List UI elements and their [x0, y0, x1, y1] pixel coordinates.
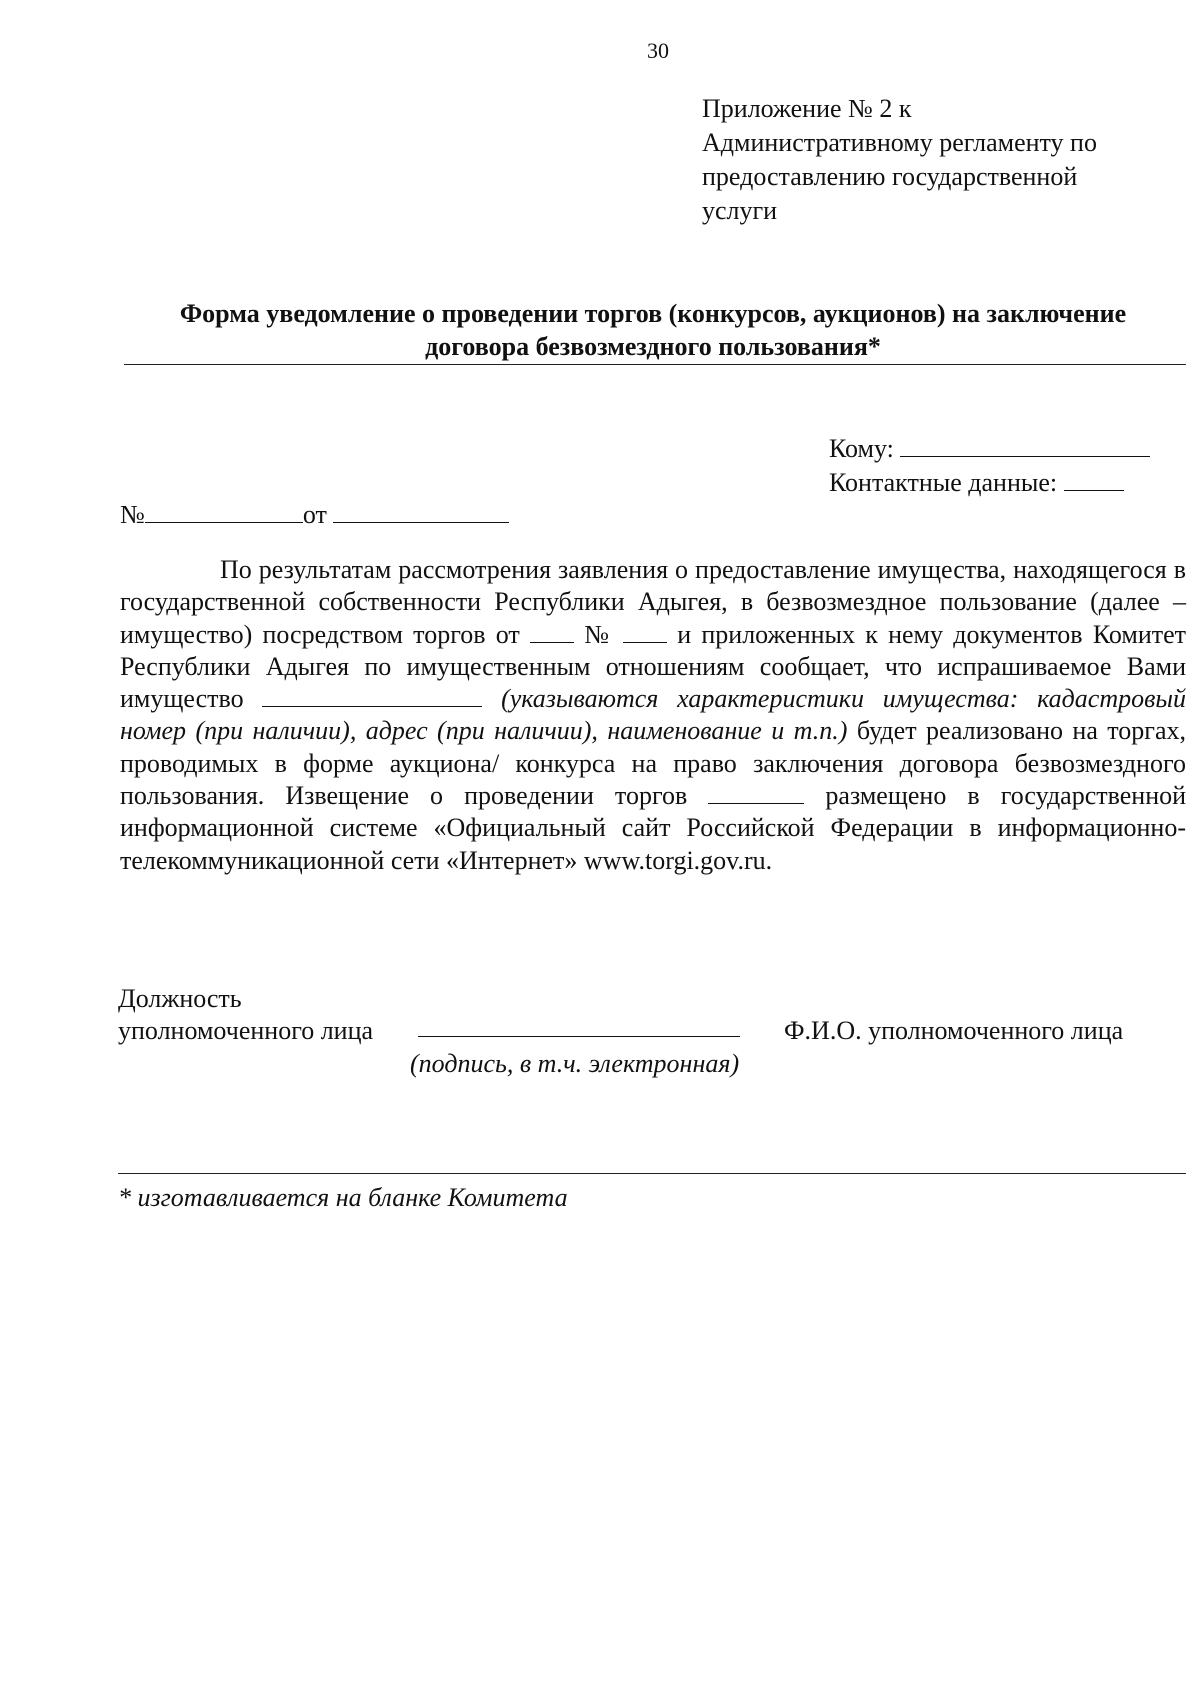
form-title-line: договора безвозмездного пользования*: [425, 332, 881, 361]
addressee-block: [829, 432, 1150, 500]
notification-body: [120, 554, 1186, 877]
position-label-line1: Должность: [118, 984, 242, 1013]
form-title-line: Форма уведомление о проведении торгов (конкурсов, аукционов) на заключение: [179, 299, 1127, 328]
body-text: По результатам рассмотрения заявления о предоставление имущества, находящегося в государственной собственности Республики Адыгея, в безвозмездное пользование (далее – имущество) посредством торгов от: [120, 555, 1186, 649]
name-label: Ф.И.О. уполномоченного лица: [784, 1016, 1124, 1045]
form-title: [120, 297, 1186, 363]
body-text: №: [584, 619, 613, 649]
signature-line[interactable]: [418, 1036, 740, 1037]
appendix-line: услуги: [702, 196, 778, 225]
date-label: от: [302, 500, 327, 529]
signature-caption: (подпись, в т.ч. электронная): [410, 1049, 740, 1078]
appendix-line: предоставлению государственной: [702, 162, 1078, 191]
appendix-line: Административному регламенту по: [702, 128, 1097, 157]
footnote: * изготавливается на бланке Комитета: [118, 1183, 568, 1212]
property-hint: (указываются характеристики имущества: кадастровый номер (при наличии), адрес (при наличии), наименование и т.п.): [120, 684, 1187, 746]
position-label-line2: уполномоченного лица: [118, 1016, 374, 1045]
contact-label: Контактные данные:: [829, 468, 1058, 497]
recipient-row: [829, 432, 1150, 466]
number-blank[interactable]: [623, 622, 667, 643]
recipient-label: Кому:: [829, 434, 894, 463]
body-text: и приложенных к нему документов Комитет Республики Адыгея по имущественным отношениям сообщает, что испрашиваемое Вами имущество: [120, 619, 1186, 714]
number-blank[interactable]: [145, 502, 303, 523]
body-text: будет реализовано на торгах, проводимых в форме аукциона/ конкурса на право заключения договора безвозмездного пользования. Извещение о проведении торгов: [120, 716, 1187, 811]
footnote-divider: [118, 1173, 1186, 1174]
registration-line: [120, 500, 509, 530]
date-blank[interactable]: [333, 502, 509, 523]
property-blank[interactable]: [262, 686, 482, 707]
page-number: 30: [647, 38, 669, 63]
recipient-blank[interactable]: [900, 436, 1150, 457]
notice-blank[interactable]: [708, 783, 804, 804]
contact-row: [829, 466, 1150, 500]
body-text: размещено в государственной информационной системе «Официальный сайт Российской Федерации в информационно-телекоммуникационной сети «Интернет» www.torgi.gov.ru.: [120, 781, 1187, 875]
appendix-reference: [702, 92, 1097, 228]
appendix-line: Приложение № 2 к: [702, 94, 912, 123]
date-blank[interactable]: [530, 622, 574, 643]
title-underline: [124, 364, 1186, 365]
number-label: №: [120, 500, 145, 529]
contact-blank[interactable]: [1064, 470, 1124, 491]
